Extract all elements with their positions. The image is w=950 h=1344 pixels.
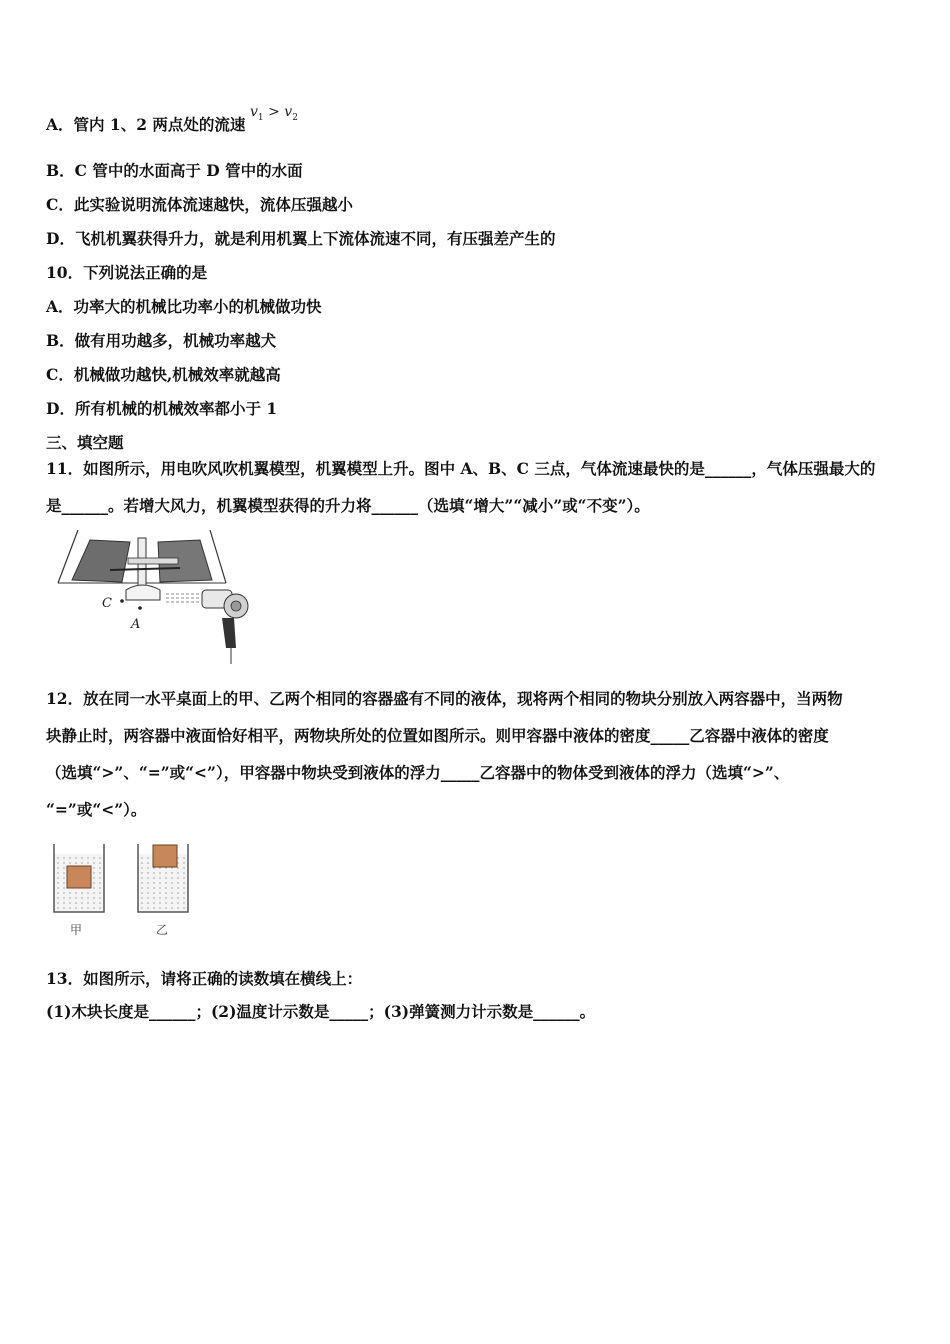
q10-option-b: B．做有用功越多，机械功率越犬 [46,331,277,350]
wing-model-figure [50,528,250,668]
q13-line-2: (1)木块长度是______；(2)温度计示数是_____；(3)弹簧测力计示数是______。 [46,1002,596,1021]
q12-line-4: “=”或“<”）。 [46,800,147,819]
q10-option-a: A．功率大的机械比功率小的机械做功快 [46,297,322,316]
q10-stem: 10．下列说法正确的是 [46,263,208,282]
q12-line-2: 块静止时，两容器中液面恰好相平，两物块所处的位置如图所示。则甲容器中液体的密度_____乙容器中液体的密度 [46,726,829,745]
q11-line-1: 11．如图所示，用电吹风吹机翼模型，机翼模型上升。图中 A、B、C 三点，气体流速最快的是______，气体压强最大的 [46,459,876,478]
q10-option-c: C．机械做功越快,机械效率就越高 [46,365,281,384]
q9-option-a-formula: $v_1 > v_2$ [250,104,298,123]
q9-option-b: B．C 管中的水面高于 D 管中的水面 [46,161,303,180]
containers-figure [50,840,200,920]
q9-option-c: C．此实验说明流体流速越快，流体压强越小 [46,195,353,214]
yi-block [153,845,177,867]
wing-label-a: A [131,617,141,632]
caption-yi: 乙 [156,923,169,937]
q9-option-a: A．管内 1、2 两点处的流速 [46,115,246,134]
q12-line-3: （选填“>”、“=”或“<”），甲容器中物块受到液体的浮力_____乙容器中的物体受到液体的浮力（选填“>”、 [46,763,790,782]
q13-line-1: 13．如图所示，请将正确的读数填在横线上： [46,969,363,988]
caption-jia: 甲 [70,923,83,937]
q10-option-d: D．所有机械的机械效率都小于 1 [46,399,278,418]
q12-line-1: 12．放在同一水平桌面上的甲、乙两个相同的容器盛有不同的液体，现将两个相同的物块分别放入两容器中，当两物 [46,689,843,708]
jia-block [67,866,91,888]
q11-line-2: 是______。若增大风力，机翼模型获得的升力将______（选填“增大”“减小”或“不变”）。 [46,496,650,515]
wing-label-c: C [102,596,112,611]
section-title-fill-blank: 三、填空题 [46,433,124,452]
q9-option-d: D．飞机机翼获得升力，就是利用机翼上下流体流速不同，有压强差产生的 [46,229,556,248]
